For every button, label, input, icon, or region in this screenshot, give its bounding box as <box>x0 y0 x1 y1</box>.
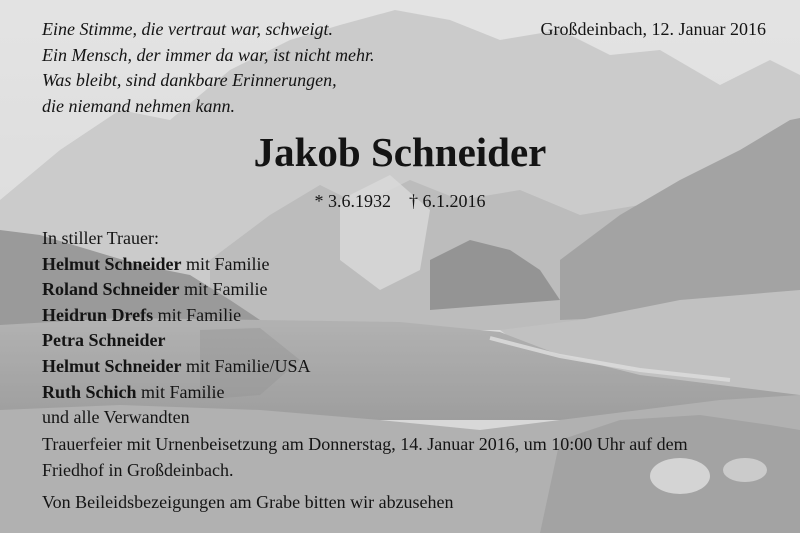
mourner-entry <box>42 328 311 354</box>
mourner-suffix: mit Familie <box>136 381 225 402</box>
service-line: Friedhof in Großdeinbach. <box>42 459 234 480</box>
mourner-name: Petra Schneider <box>42 330 166 351</box>
mourner-entry <box>42 303 311 329</box>
mourners-heading: In stiller Trauer: <box>42 228 159 248</box>
death-date: † 6.1.2016 <box>409 191 486 211</box>
mourner-suffix: mit Familie <box>153 304 242 325</box>
funeral-service-info <box>42 432 782 483</box>
verse-line: Was bleibt, sind dankbare Erinnerungen, <box>42 70 337 90</box>
mourner-entry <box>42 380 311 406</box>
mourner-name: Heidrun Drefs <box>42 304 154 325</box>
verse-line: Ein Mensch, der immer da war, ist nicht mehr. <box>42 44 375 65</box>
mourners-list <box>42 226 311 431</box>
mourner-entry <box>42 277 311 303</box>
birth-date: * 3.6.1932 <box>314 191 391 211</box>
mourner-suffix: mit Familie <box>181 253 270 274</box>
mourners-closing: und alle Verwandten <box>42 407 190 428</box>
verse-line: die niemand nehmen kann. <box>42 95 235 116</box>
life-dates <box>0 189 800 213</box>
condolence-note: Von Beileidsbezeigungen am Grabe bitten wir abzusehen <box>42 492 454 512</box>
mourner-name: Ruth Schich <box>42 381 137 402</box>
deceased-name: Jakob Schneider <box>253 129 547 175</box>
memorial-verse <box>42 17 374 119</box>
mourner-name: Helmut Schneider <box>42 253 182 274</box>
service-line: Trauerfeier mit Urnenbeisetzung am Donnerstag, 14. Januar 2016, um 10:00 Uhr auf dem <box>42 434 688 454</box>
mourner-name: Roland Schneider <box>42 279 180 300</box>
verse-line: Eine Stimme, die vertraut war, schweigt. <box>42 19 333 39</box>
mourner-suffix: mit Familie/USA <box>181 355 311 376</box>
mourner-name: Helmut Schneider <box>42 355 182 376</box>
mourner-suffix: mit Familie <box>179 279 268 300</box>
mourner-entry <box>42 354 311 380</box>
mourner-entry <box>42 252 311 278</box>
place-and-date: Großdeinbach, 12. Januar 2016 <box>540 19 766 39</box>
